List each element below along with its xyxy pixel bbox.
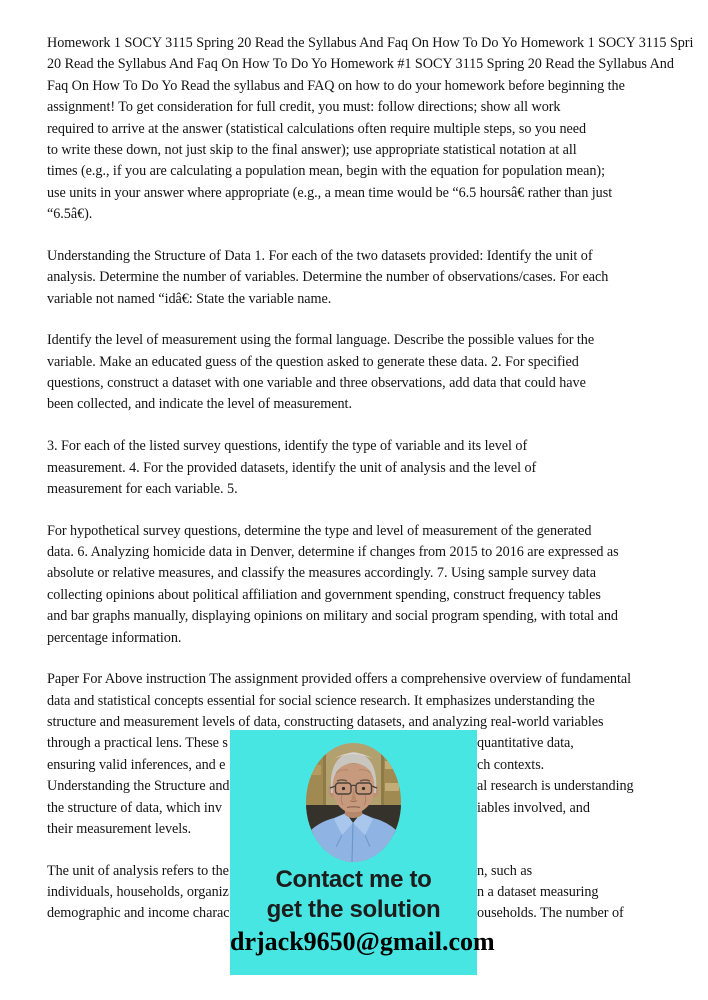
- contact-email: drjack9650@gmail.com: [230, 927, 495, 956]
- text-line: questions, construct a dataset with one variable and three observations, add data that could have: [47, 375, 586, 392]
- text-fragment-left: ensuring valid inferences, and e: [47, 756, 226, 773]
- text-line: and bar graphs manually, displaying opinions on military and social program spending, with total and: [47, 608, 618, 625]
- text-fragment-left: Understanding the Structure and: [47, 778, 230, 795]
- paragraph: [47, 246, 708, 310]
- text-fragment-left: the structure of data, which inv: [47, 799, 222, 816]
- text-fragment-left: demographic and income charac: [47, 905, 230, 922]
- text-line: “6.5â€).: [47, 206, 93, 223]
- text-fragment-right: quantitative data,: [477, 735, 574, 752]
- paragraph: [47, 33, 708, 226]
- text-line: structure and measurement levels of data, constructing datasets, and analyzing real-world variables: [47, 714, 604, 731]
- text-line: percentage information.: [47, 629, 182, 646]
- contact-message-line-2: get the solution: [266, 896, 441, 923]
- text-line: measurement for each variable. 5.: [47, 480, 238, 497]
- text-line: For hypothetical survey questions, determine the type and level of measurement of the generated: [47, 522, 592, 539]
- text-line: variable not named “idâ€: State the variable name.: [47, 290, 332, 307]
- text-line: Identify the level of measurement using the formal language. Describe the possible values for the: [47, 332, 595, 349]
- paragraph: [47, 436, 708, 500]
- text-line: data. 6. Analyzing homicide data in Denver, determine if changes from 2015 to 2016 are expressed as: [47, 544, 619, 560]
- text-line: absolute or relative measures, and classify the measures accordingly. 7. Using sample survey data: [47, 565, 596, 582]
- text-line: assignment! To get consideration for full credit, you must: follow directions; show all work: [47, 99, 561, 116]
- text-fragment-right: ouseholds. The number of: [477, 905, 624, 922]
- text-fragment-left: The unit of analysis refers to the: [47, 862, 229, 879]
- text-line: their measurement levels.: [47, 820, 192, 837]
- text-line: to write these down, not just skip to the final answer); use appropriate statistical notation at all: [47, 141, 577, 158]
- text-line: collecting opinions about political affiliation and government spending, construct frequency tables: [47, 586, 601, 603]
- tutor-photo: [306, 743, 401, 862]
- contact-text-block: [230, 865, 495, 958]
- text-line: Understanding the Structure of Data 1. For each of the two datasets provided: Identify the unit of: [47, 247, 593, 264]
- text-fragment-right: al research is understanding: [477, 778, 634, 795]
- text-fragment-right: n, such as: [477, 862, 533, 879]
- text-fragment-left: individuals, households, organiz: [47, 884, 229, 901]
- contact-message-line-1: Contact me to: [275, 866, 432, 893]
- text-fragment-right: ch contexts.: [477, 756, 545, 773]
- paragraph: [47, 330, 708, 416]
- text-line: been collected, and indicate the level of measurement.: [47, 396, 352, 413]
- text-line: 3. For each of the listed survey questions, identify the type of variable and its level of: [47, 438, 528, 455]
- text-fragment-left: through a practical lens. These s: [47, 735, 228, 752]
- text-line: 20 Read the Syllabus And Faq On How To Do Yo Homework #1 SOCY 3115 Spring 20 Read the Syllabus And: [47, 56, 674, 73]
- text-line: required to arrive at the answer (statistical calculations often require multiple steps, so you need: [47, 120, 587, 137]
- text-line: Homework 1 SOCY 3115 Spring 20 Read the Syllabus And Faq On How To Do Yo Homework 1 SOCY 3115 Spri: [47, 35, 694, 51]
- contact-card-overlay: [230, 730, 495, 975]
- text-fragment-right: n a dataset measuring: [477, 884, 599, 901]
- text-line: data and statistical concepts essential for social science research. It emphasizes understanding the: [47, 692, 595, 709]
- text-line: Faq On How To Do Yo Read the syllabus and FAQ on how to do your homework before beginning the: [47, 77, 625, 94]
- text-line: use units in your answer where appropriate (e.g., a mean time would be “6.5 hoursâ€ rather than just: [47, 184, 613, 201]
- text-line: measurement. 4. For the provided datasets, identify the unit of analysis and the level of: [47, 459, 537, 476]
- text-line: variable. Make an educated guess of the question asked to generate these data. 2. For specified: [47, 353, 579, 370]
- paragraph: [47, 521, 708, 649]
- text-line: analysis. Determine the number of variables. Determine the number of observations/cases. For each: [47, 269, 609, 286]
- text-fragment-right: iables involved, and: [477, 799, 590, 816]
- text-line: Paper For Above instruction The assignment provided offers a comprehensive overview of fundamental: [47, 671, 631, 688]
- text-line: times (e.g., if you are calculating a population mean, begin with the equation for population mean);: [47, 163, 605, 180]
- portrait-illustration: [306, 743, 401, 862]
